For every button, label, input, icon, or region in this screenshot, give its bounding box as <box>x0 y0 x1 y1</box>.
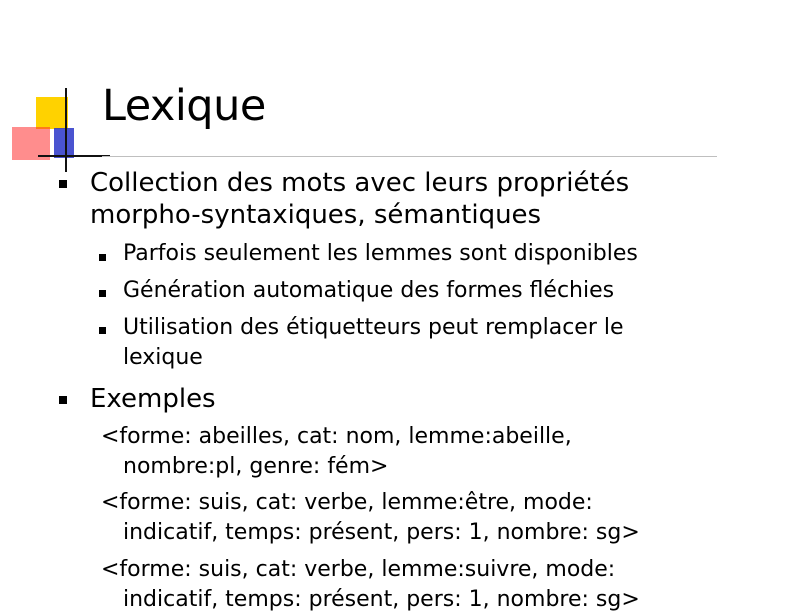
example-text: <forme: abeilles, cat: nom, lemme:abeille, <box>101 424 572 449</box>
bullet-marker <box>59 180 67 188</box>
logo-yellow-square <box>36 97 68 129</box>
example-text: indicatif, temps: présent, pers: 1, nombre: sg> <box>123 587 640 612</box>
slide-logo <box>0 0 110 180</box>
bullet-marker <box>59 396 67 404</box>
bullet-text: Exemples <box>90 384 216 414</box>
slide-title: Lexique <box>102 81 266 131</box>
bullet-text: Collection des mots avec leurs propriétés <box>90 168 630 198</box>
example-text: indicatif, temps: présent, pers: 1, nombre: sg> <box>123 520 640 545</box>
sub-bullet-marker <box>99 290 106 297</box>
sub-bullet-marker <box>99 327 106 334</box>
sub-bullet-marker <box>99 254 106 261</box>
sub-bullet-text: Parfois seulement les lemmes sont disponibles <box>123 241 638 266</box>
logo-blue-square <box>54 128 74 158</box>
example-text: <forme: suis, cat: verbe, lemme:suivre, mode: <box>101 557 616 582</box>
sub-bullet-text: Utilisation des étiquetteurs peut remplacer le <box>123 315 624 340</box>
example-text: nombre:pl, genre: fém> <box>123 454 389 479</box>
sub-bullet-text: Génération automatique des formes fléchies <box>123 278 615 303</box>
example-text: <forme: suis, cat: verbe, lemme:être, mode: <box>101 490 593 515</box>
bullet-text: morpho-syntaxiques, sémantiques <box>90 200 542 230</box>
title-divider <box>102 156 717 157</box>
sub-bullet-text: lexique <box>123 345 203 370</box>
